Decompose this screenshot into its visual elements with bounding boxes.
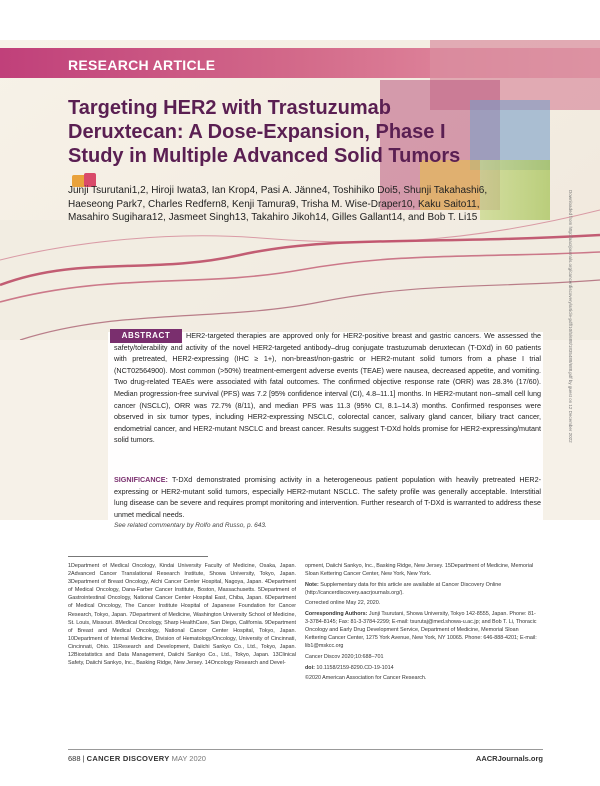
journal-name: CANCER DISCOVERY	[86, 754, 170, 763]
section-label: RESEARCH ARTICLE	[68, 57, 216, 73]
issue-date: MAY 2020	[171, 754, 206, 763]
related-commentary: See related commentary by Rolfo and Russo, p. 643.	[114, 522, 267, 529]
footer-left	[68, 754, 206, 763]
doi-label: doi:	[305, 664, 315, 671]
article-title-text: Targeting HER2 with Trastuzumab Deruxtecan: A Dose-Expansion, Phase I Study in Multiple Advanced Solid Tumors	[68, 97, 461, 167]
note-label: Note:	[305, 581, 319, 588]
footnote-right-column	[305, 562, 537, 685]
corresponding-label: Corresponding Authors:	[305, 610, 368, 617]
significance-text: T-DXd demonstrated promising activity in a heterogeneous patient population with heavily pretreated HER2-expressing or HER2-mutant solid tumors, especially HER2-mutant NSCLC. The safety profile was generally acceptable. Interstitial lung disease can be severe and requires prompt monitoring and intervention. Further research of T-DXd is warranted to address these unmet medical needs.	[114, 475, 541, 519]
abstract-text: HER2-targeted therapies are approved only for HER2-positive breast and gastric cancers. We assessed the safety/tolerability and activity of the novel HER2-targeted antibody–drug conjugate trastuzumab deruxtecan (T-DXd) in 60 patients with pretreated, HER2-expressing (IHC ≥ 1+), non-breast/non-gastric or HER2-mutant solid tumors from a phase I trial (NCT02564900). Most common (>50%) treatment-emergent adverse events (TEAE) were nausea, decreased appetite, and vomiting. Two drug-related TEAEs were associated with fatal outcomes. The confirmed objective response rate (ORR) was 28.3% (17/60). Median progression-free survival (PFS) was 7.2 [95% confidence interval (CI), 4.8–11.1] months. In HER2-mutant non–small cell lung cancer (NSCLC), ORR was 72.7% (8/11), and median PFS was 11.3 (95% CI, 8.1–14.3) months. Confirmed responses were observed in six tumor types, including HER2-expressing NSCLC, colorectal cancer, salivary gland cancer, biliary tract cancer, endometrial cancer, and HER2-mutant NSCLC and breast cancer. Results suggest T-DXd holds promise for HER2-expressing/mutant solid tumors.	[114, 331, 541, 445]
significance-paragraph	[114, 474, 541, 520]
corrected-online: Corrected online May 22, 2020.	[305, 600, 381, 607]
footnote-divider	[68, 556, 208, 557]
author-list: Junji Tsurutani1,2, Hiroji Iwata3, Ian Krop4, Pasi A. Jänne4, Toshihiko Doi5, Shunji Takahashi6, Haeseong Park7, Charles Redfern8, Kenji Tamura9, Trisha M. Wise-Draper10, Kaku Saito11, Masahiro Sugihara12, Jasmeet Singh13, Takahiro Jikoh14, Gilles Gallant14, and Bob T. Li15	[68, 185, 488, 223]
abstract-label: ABSTRACT	[110, 329, 182, 343]
download-note: Downloaded from http://aacrjournals.org/cancerdiscovery/article-pdf/10/5/688/1835488/688.pdf by guest on 12 December 2022	[568, 190, 573, 443]
corresponding-text: Junji Tsurutani, Showa University, Tokyo 142-8555, Japan. Phone: 81-3-3784-8145; Fax: 81-3-3784-2299; E-mail: tsurutaj@med.showa-u.ac.jp; and Bob T. Li, Thoracic Oncology and Early Drug Development Service, Department of Medicine, Memorial Sloan Kettering Cancer Center, 1275 York Avenue, New York, NY 10065. Phone: 646-888-4201; E-mail: lib1@mskcc.org	[305, 610, 537, 650]
article-title	[68, 96, 478, 192]
page-number: 688	[68, 754, 81, 763]
footer-divider	[68, 749, 543, 750]
significance-label: SIGNIFICANCE:	[114, 475, 168, 484]
journal-website: AACRJournals.org	[475, 754, 543, 763]
affiliations-continued: opment, Daiichi Sankyo, Inc., Basking Ridge, New Jersey. 15Department of Medicine, Memorial Sloan Kettering Cancer Center, New York, New York.	[305, 563, 534, 578]
corresponding-authors	[305, 610, 537, 650]
doi	[305, 664, 537, 672]
footer-separator: |	[82, 754, 85, 763]
affiliations-footnote: 1Department of Medical Oncology, Kindai University Faculty of Medicine, Osaka, Japan. 2Advanced Cancer Translational Research Institute, Showa University, Tokyo, Japan. 3Department of Breast Oncology, Aichi Cancer Center Hospital, Nagoya, Japan. 4Department of Medical Oncology, Dana-Farber Cancer Institute, Boston, Massachusetts. 5Department of Gastrointestinal Oncology, National Cancer Center Hospital East, Chiba, Japan. 6Department of Medical Oncology, The Cancer Institute Hospital of Japanese Foundation for Cancer Research, Tokyo, Japan. 7Department of Medicine, Washington University School of Medicine, St. Louis, Missouri. 8Medical Oncology, Sharp HealthCare, San Diego, California. 9Department of Breast and Medical Oncology, National Cancer Center Hospital, Tokyo, Japan. 10Department of Internal Medicine, Division of Hematology/Oncology, University of Cincinnati, Cincinnati, Ohio. 11Research and Development, Daiichi Sankyo Co., Ltd., Tokyo, Japan. 12Biostatistics and Data Management, Daiichi Sankyo Co., Ltd., Tokyo, Japan. 13Clinical Safety, Daiichi Sankyo, Inc., Basking Ridge, New Jersey. 14Oncology Research and Devel-	[68, 563, 296, 667]
note-text: Supplementary data for this article are available at Cancer Discovery Online (http://cancerdiscovery.aacrjournals.org/).	[305, 581, 502, 596]
citation: Cancer Discov 2020;10:688–701	[305, 653, 384, 660]
doi-value: 10.1158/2159-8290.CD-19-1014	[316, 664, 394, 671]
supplementary-note	[305, 581, 537, 597]
copyright: ©2020 American Association for Cancer Research.	[305, 675, 427, 682]
